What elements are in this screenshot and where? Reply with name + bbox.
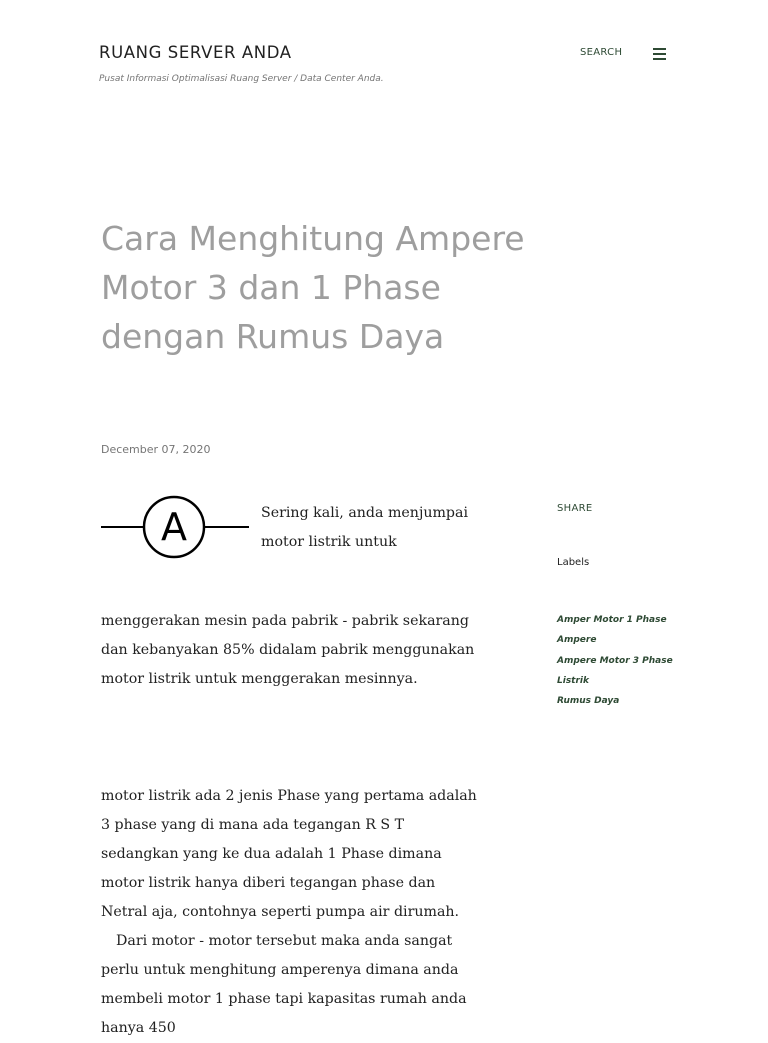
share-button[interactable]: SHARE (557, 503, 593, 514)
label-link[interactable]: Amper Motor 1 Phase (557, 615, 667, 625)
post-title: Cara Menghitung Ampere Motor 3 dan 1 Phase dengan Rumus Daya (101, 219, 525, 356)
hamburger-menu-icon[interactable] (653, 48, 667, 60)
post-paragraph-1: Sering kali, anda menjumpai motor listrik untuk (261, 505, 469, 550)
ammeter-letter: A (161, 505, 187, 549)
label-list (557, 610, 677, 711)
label-link[interactable]: Ampere (557, 635, 597, 646)
post-paragraph-4: Dari motor - motor tersebut maka anda sangat perlu untuk menghitung amperenya dimana anda membeli motor 1 phase tapi kapasitas rumah anda hanya 450 (101, 933, 467, 1036)
post-date: December 07, 2020 (101, 443, 211, 456)
label-link[interactable]: Rumus Daya (557, 696, 620, 707)
search-button[interactable]: SEARCH (580, 47, 623, 58)
post-paragraph-2: menggerakan mesin pada pabrik - pabrik sekarang dan kebanyakan 85% didalam pabrik menggunakan motor listrik untuk menggerakan mesinnya. (101, 613, 475, 687)
label-link[interactable]: Ampere Motor 3 Phase (557, 655, 673, 666)
post-paragraph-3: motor listrik ada 2 jenis Phase yang pertama adalah 3 phase yang di mana ada tegangan R S T sedangkan yang ke dua adalah 1 Phase dimana motor listrik hanya diberi tegangan phase dan Netral aja, contohnya seperti pumpa air dirumah. (101, 788, 477, 920)
ammeter-symbol-image (101, 494, 249, 560)
labels-heading: Labels (557, 557, 590, 568)
label-link[interactable]: Listrik (557, 675, 589, 686)
site-title[interactable]: RUANG SERVER ANDA (99, 43, 292, 62)
site-description: Pusat Informasi Optimalisasi Ruang Server / Data Center Anda. (99, 74, 384, 84)
